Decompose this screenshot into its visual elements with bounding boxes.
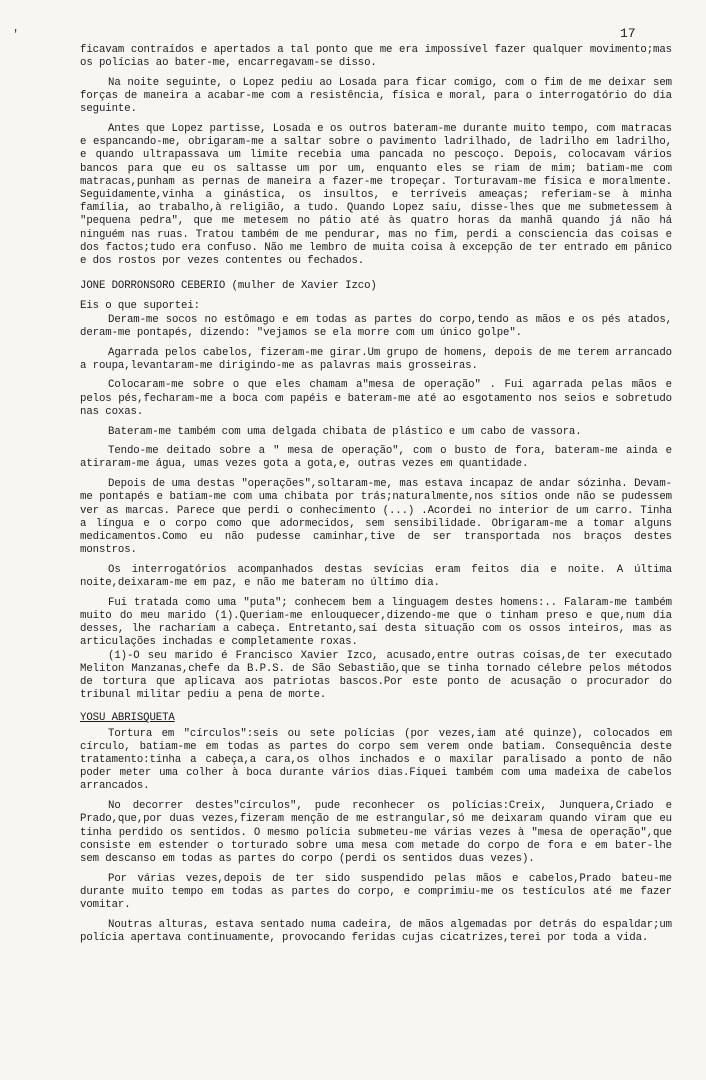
paragraph: Fui tratada como uma "puta"; conhecem bem a linguagem destes homens:.. Falaram-me também muito do meu marido (1).Queriam-me enlouquecer,dizendo-me que o tinham preso e que,num dia desses, lhe racharíam a cabeça. Entretanto,saí desta situação com os ossos inteiros, mas as articulações inchadas e completamente roxas. (80, 596, 672, 649)
paragraph: Antes que Lopez partisse, Losada e os outros bateram-me durante muito tempo, com matracas e espancando-me, obrigaram-me a saltar sobre o pavimento ladrilhado, de ladrilho em ladrilho, e quando ultrapassava um limite recebia uma pancada no pescoço. Depois, colocavam vários bancos para que eu os saltasse um por um, enquanto eles se riam de mim; batiam-me com matracas,punham as pernas de maneira a fazer-me tropeçar. Torturavam-me física e moralmente. Seguidamente,vinha a ginástica, os insultos, e terríveis ameaças; referiam-se à minha família, ao trabalho,à religião, a tudo. Quando Lopez saíu, disse-lhes que me submetessem à "pequena pedra", que me metesem no pátio até às quatro horas da manhã quando já não há ninguém nas ruas. Tratou também de me pendurar, mas no fim, perdi a consciencia das coisas e dos factos;tudo era confuso. Não me lembro de muita coisa à excepção de ter entrado em pânico e dos rostos por vezes contentes ou fechados. (80, 123, 672, 268)
paragraph: Agarrada pelos cabelos, fizeram-me girar.Um grupo de homens, depois de me terem arrancado a roupa,levantaram-me dirigindo-me as palavras mais grosseiras. (80, 346, 672, 372)
footnote: (1)-O seu marido é Francisco Xavier Izco, acusado,entre outras coisas,de ter executado Meliton Manzanas,chefe da B.P.S. de São Sebastião,que se tinha tornado célebre pelos métodos de tortura que aplicava aos patriotas bascos.Por este ponto de acusação o procurador do tribunal militar pediu a pena de morte. (80, 649, 672, 702)
paragraph: ficavam contraídos e apertados a tal ponto que me era impossível fazer qualquer movimento;mas os polícias ao bater-me, encarregavam-se disso. (80, 44, 672, 70)
paragraph: Tendo-me deitado sobre a " mesa de operação", com o busto de fora, bateram-me ainda e atiraram-me água, umas vezes gota a gota,e, outras vezes em quantidade. (80, 445, 672, 471)
paragraph: No decorrer destes"círculos", pude reconhecer os polícias:Creix, Junquera,Criado e Prado,que,por duas vezes,fizeram menção de me estrangular,só me deixaram quando viram que eu tinha perdido os sentidos. O mesmo polícia submeteu-me várias vezes à "mesa de operação",que consiste em estender o torturado sobre uma mesa com metade do corpo de fora e em bater-lhe sem descanso em todas as partes do corpo (perdi os sentidos duas vezes). (80, 800, 672, 865)
paragraph: Bateram-me também com uma delgada chibata de plástico e um cabo de vassora. (108, 425, 582, 438)
paragraph: Noutras alturas, estava sentado numa cadeira, de mãos algemadas por detrás do espaldar;um polícia apertava continuamente, provocando feridas cujas cicatrizes,terei por toda a vida. (80, 918, 672, 944)
paragraph: Os interrogatórios acompanhados destas sevícias eram feitos dia e noite. A última noite,deixaram-me em paz, e não me bateram no último dia. (80, 563, 672, 590)
page-number: 17 (620, 26, 636, 41)
paragraph: Depois de uma destas "operações",soltaram-me, mas estava incapaz de andar sózinha. Devam-me pontapés e batiam-me com uma chibata por trás;naturalmente,nos sítios onde não se pudessem ver as marcas. Parece que perdi o conhecimento (...) .Acordei no interior de um carro. Tinha a língua e o corpo como que adormecidos, sem sensibilidade. Obrigaram-me a tomar alguns medicamentos.Como eu não pudesse caminhar,tive de ser transportada nos braços destes monstros. (80, 478, 672, 557)
section-heading: JONE DORRONSORO CEBERIO (mulher de Xavier Izco) (80, 280, 377, 293)
document-body (80, 44, 672, 952)
paragraph: Tortura em "círculos":seis ou sete polícias (por vezes,iam até quinze), colocados em círculo, batiam-me em todas as partes do corpo sem verem onde batiam. Consequência deste tratamento:tinha a cabeça,a cara,os olhos inchados e o maxilar paralisado a ponto de não poder meter uma colher à boca durante vários dias.Fiquei também com uma madeixa de cabelos arrancados. (80, 727, 672, 793)
paragraph: Na noite seguinte, o Lopez pediu ao Losada para ficar comigo, com o fim de me deixar sem forças de maneira a acabar-me com a resistência, física e moral, para o interrogatório do dia seguinte. (80, 76, 672, 116)
corner-mark: ' (12, 28, 20, 42)
paragraph: Colocaram-me sobre o que eles chamam a"mesa de operação" . Fui agarrada pelas mãos e pelos pés,fecharam-me a boca com papéis e bateram-me até ao esgotamento nos seios e sobretudo nas coxas. (80, 379, 672, 418)
paragraph: Deram-me socos no estômago e em todas as partes do corpo,tendo as mãos e os pés atados, deram-me pontapés, dizendo: "vejamos se ela morre com um único golpe". (80, 313, 672, 339)
section-heading: YOSU ABRISQUETA (80, 712, 175, 725)
paragraph: Por várias vezes,depois de ter sido suspendido pelas mãos e cabelos,Prado bateu-me durante muito tempo em todas as partes do corpo, e comprimiu-me os testículos até me fazer vomitar. (80, 872, 672, 912)
paragraph: Eis o que suportei: (80, 300, 200, 313)
